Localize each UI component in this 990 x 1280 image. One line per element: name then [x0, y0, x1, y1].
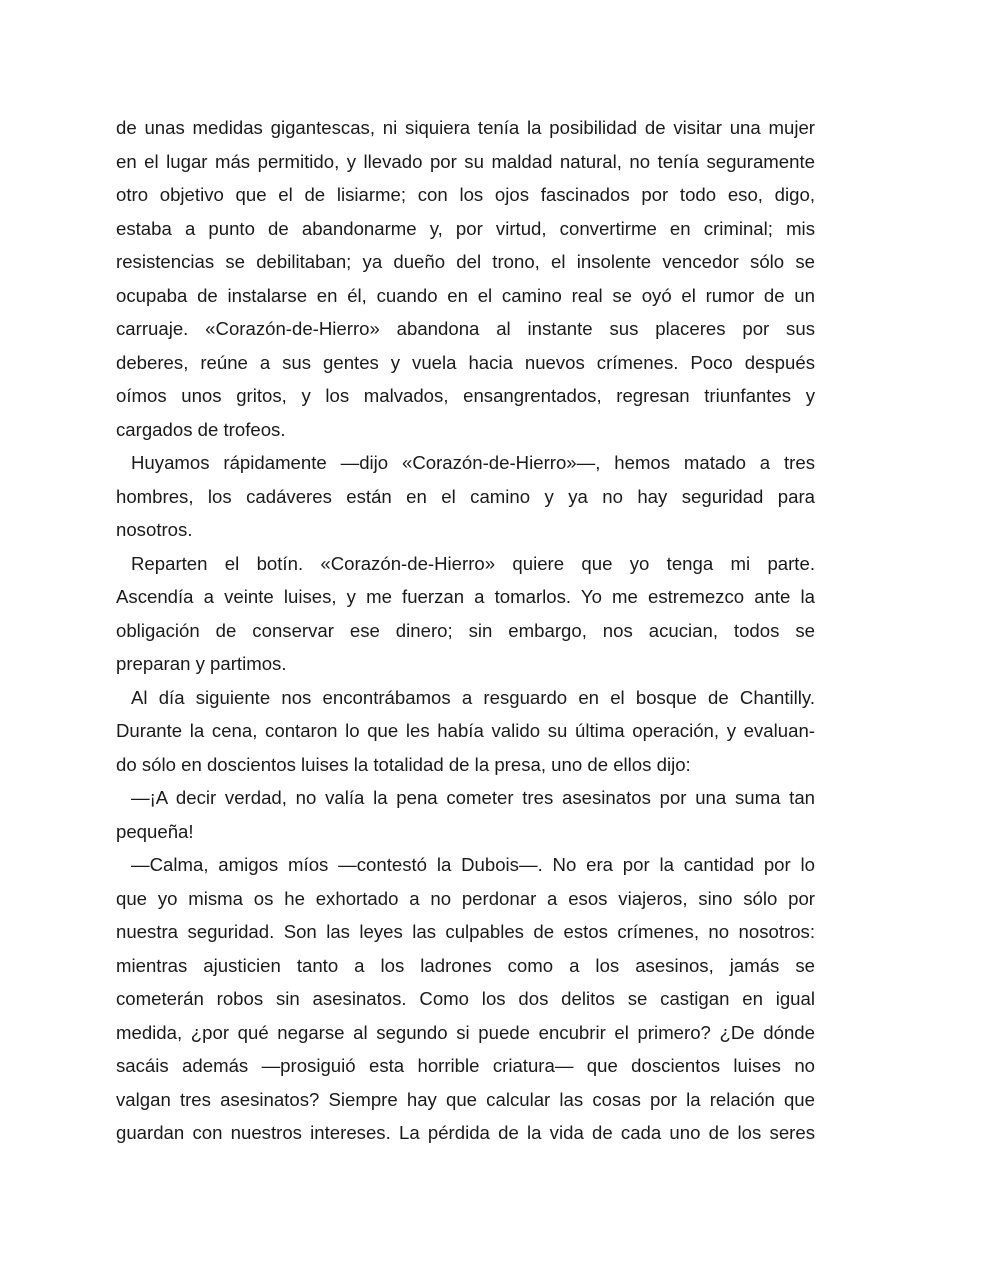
text-line: Al día siguiente nos encontrábamos a resguardo en el bosque de Chantilly. — [131, 686, 815, 708]
text-line: cometerán robos sin asesinatos. Como los dos delitos se castigan en igual — [116, 988, 815, 1009]
text-line: ocupaba de instalarse en él, cuando en el camino real se oyó el rumor de un — [116, 284, 815, 306]
text-line: medida, ¿por qué negarse al segundo si puede encubrir el primero? ¿De dónde — [116, 1021, 815, 1043]
text-line: obligación de conservar ese dinero; sin embargo, nos acucian, todos se — [116, 619, 815, 641]
text-line: valgan tres asesinatos? Siempre hay que calcular las cosas por la relación que — [116, 1088, 815, 1110]
text-line: Ascendía a veinte luises, y me fuerzan a tomarlos. Yo me estremezco ante la — [116, 586, 815, 607]
text-line: —Calma, amigos míos —contestó la Dubois—. No era por la cantidad por lo — [131, 854, 815, 875]
text-line: en el lugar más permitido, y llevado por su maldad natural, no tenía seguramente — [116, 150, 815, 172]
text-line: deberes, reúne a sus gentes y vuela hacia nuevos crímenes. Poco después — [116, 351, 815, 373]
text-line: oímos unos gritos, y los malvados, ensangrentados, regresan triunfantes y — [116, 385, 815, 406]
text-line: guardan con nuestros intereses. La pérdida de la vida de cada uno de los seres — [116, 1122, 815, 1143]
text-line: Durante la cena, contaron lo que les había valido su última operación, y evaluan- — [116, 720, 815, 741]
text-line: hombres, los cadáveres están en el camino y ya no hay seguridad para — [116, 485, 815, 507]
text-line: mientras ajusticien tanto a los ladrones como a los asesinos, jamás se — [116, 954, 815, 976]
text-line: otro objetivo que el de lisiarme; con los ojos fascinados por todo eso, digo, — [116, 184, 815, 205]
text-line: Huyamos rápidamente —dijo «Corazón-de-Hierro»—, hemos matado a tres — [131, 452, 815, 473]
text-line: cargados de trofeos. — [116, 418, 286, 440]
text-line: do sólo en doscientos luises la totalidad de la presa, uno de ellos dijo: — [116, 753, 691, 775]
text-line: resistencias se debilitaban; ya dueño del trono, el insolente vencedor sólo se — [116, 251, 815, 272]
text-line: nuestra seguridad. Son las leyes las culpables de estos crímenes, no nosotros: — [116, 921, 815, 942]
text-line: que yo misma os he exhortado a no perdonar a esos viajeros, sino sólo por — [116, 887, 815, 909]
text-line: —¡A decir verdad, no valía la pena cometer tres asesinatos por una suma tan — [131, 787, 815, 808]
text-line: pequeña! — [116, 820, 194, 842]
text-line: estaba a punto de abandonarme y, por virtud, convertirme en criminal; mis — [116, 217, 815, 239]
body-text — [116, 111, 815, 1150]
text-line: sacáis además —prosiguió esta horrible criatura— que doscientos luises no — [116, 1055, 815, 1076]
text-line: nosotros. — [116, 519, 193, 540]
text-line: Reparten el botín. «Corazón-de-Hierro» quiere que yo tenga mi parte. — [131, 552, 815, 574]
text-line: carruaje. «Corazón-de-Hierro» abandona al instante sus placeres por sus — [116, 318, 815, 339]
text-line: de unas medidas gigantescas, ni siquiera tenía la posibilidad de visitar una mujer — [116, 117, 815, 138]
text-line: preparan y partimos. — [116, 653, 287, 674]
